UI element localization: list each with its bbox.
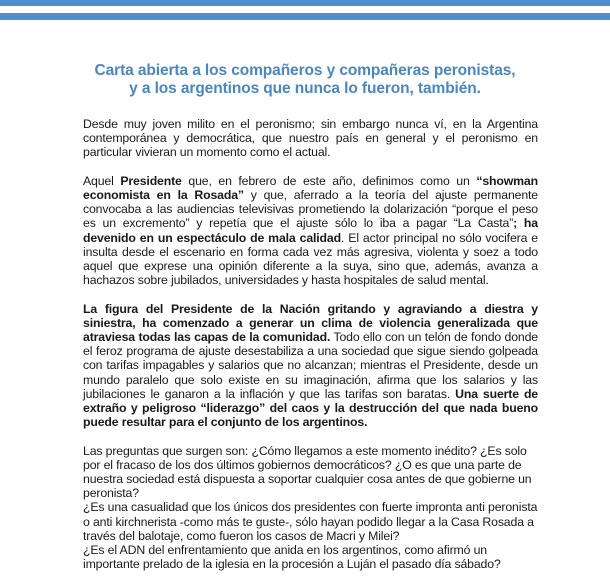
- question-2: ¿Es una casualidad que los únicos dos presidentes con fuerte impronta anti peronista o anti kirchnerista -como más te guste-, sólo hayan podido llegar a la Casa Rosada a través del balotaje, como fueron los casos de Macri y Milei?: [83, 500, 538, 543]
- text: que, en febrero de este año, definimos como un: [181, 173, 477, 188]
- bold-text: Presidente: [120, 173, 182, 188]
- letter-body: [83, 117, 538, 586]
- title-line-2: y a los argentinos que nunca lo fueron, también.: [129, 80, 481, 97]
- header-stripe-top: [0, 0, 610, 6]
- text: Aquel: [83, 173, 121, 188]
- question-1: Las preguntas que surgen son: ¿Cómo llegamos a este momento inédito? ¿Es solo por el fracaso de los dos últimos gobiernos democráticos? ¿O es que una parte de nuestra sociedad está dispuesta a soportar cualquier cosa antes de que gobierne un peronista?: [83, 443, 532, 501]
- letter-title: [0, 62, 610, 98]
- paragraph-2: [83, 174, 538, 288]
- bold-quote: “showman economista en la Rosada”: [83, 173, 538, 202]
- text: . El actor principal no sólo vocifera e insulta desde el escenario en forma cada vez más agresiva, violenta y soez a todo aquel que exprese una opinión diferente a la suya, sino que, además, avanza a hachazos sobre jubilados, universidades y hasta hospitales de salud mental.: [83, 230, 538, 288]
- paragraph-4: [83, 444, 538, 572]
- bold-text: La figura del Presidente de la Nación gritando y agraviando a diestra y siniestra, ha comenzado a generar un clima de violencia generalizada que atraviesa todas las capas de la comunidad.: [83, 301, 538, 345]
- paragraph-1: Desde muy joven milito en el peronismo; sin embargo nunca ví, en la Argentina contemporánea y democrática, que nuestro país en general y el peronismo en particular vivieran un momento como el actual.: [83, 117, 538, 160]
- bold-text: ; ha devenido en un espectáculo de mala calidad: [83, 216, 538, 245]
- paragraph-3: [83, 302, 538, 430]
- header-stripe-bottom: [0, 13, 610, 20]
- question-3: ¿Es el ADN del enfrentamiento que anida en los argentinos, como afirmó un importante prelado de la iglesia en la procesión a Luján el pasado día sábado?: [83, 543, 501, 572]
- text: y que, aferrado a la teoría del ajuste permanente convocaba a las audiencias televisivas prometiendo la dolarización “porque el peso es un excremento” y repetía que el ajuste sólo lo iba a pagar “La Casta”: [83, 188, 538, 231]
- bold-text: Una suerte de extraño y peligroso “liderazgo” del caos y la destrucción del que nada bueno puede resultar para el conjunto de los argentinos.: [83, 386, 538, 430]
- title-line-1: Carta abierta a los compañeros y compañeras peronistas,: [94, 62, 516, 79]
- text: Todo ello con un telón de fondo donde el feroz programa de ajuste desestabiliza a una sociedad que sigue siendo golpeada con tarifas impagables y salarios que no alcanzan; mientras el Presidente, desde un mundo paralelo que solo existe en su imaginación, afirma que los salarios y las jubilaciones le ganaron a la inflación y que las tarifas son baratas.: [83, 330, 538, 401]
